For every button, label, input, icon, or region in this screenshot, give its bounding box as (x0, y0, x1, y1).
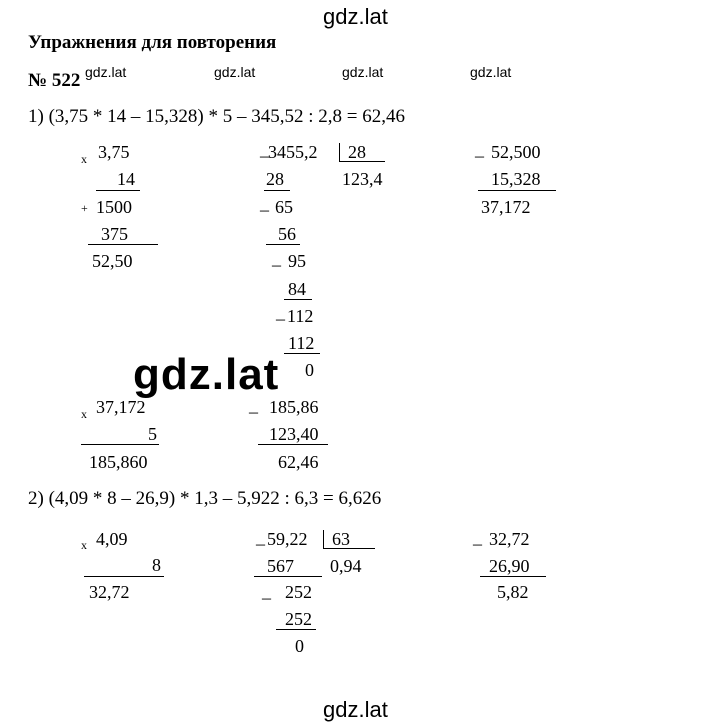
division-bar (323, 530, 324, 548)
division-step: 112 (287, 306, 314, 326)
watermark-top: gdz.lat (323, 4, 388, 29)
subtrahend: 26,90 (489, 556, 530, 576)
division-step: 112 (288, 333, 315, 353)
underline (266, 244, 300, 245)
underline (84, 576, 164, 577)
factor-a: 4,09 (96, 529, 128, 549)
minus-sign: _ (260, 139, 269, 159)
division-step: 567 (267, 556, 294, 576)
divisor-underline (323, 548, 375, 549)
underline (284, 353, 320, 354)
watermark-small-3: gdz.lat (342, 64, 384, 80)
minus-sign: _ (276, 302, 285, 322)
factor-b: 8 (152, 555, 161, 575)
minus-sign: _ (475, 139, 484, 159)
watermark-small-1: gdz.lat (85, 64, 127, 80)
partial-product-1: 1500 (96, 197, 132, 217)
underline (81, 444, 159, 445)
watermark-small-2: gdz.lat (214, 64, 256, 80)
multiply-sign: x (81, 538, 87, 552)
section-heading: Упражнения для повторения (28, 32, 277, 53)
division-step: 65 (275, 197, 293, 217)
watermark-small-4: gdz.lat (470, 64, 512, 80)
division-step: 95 (288, 251, 306, 271)
subtrahend: 123,40 (269, 424, 319, 444)
partial-product-2: 375 (101, 224, 128, 244)
difference: 5,82 (497, 582, 529, 602)
dividend: 3455,2 (268, 142, 318, 162)
subtrahend: 15,328 (491, 169, 541, 189)
underline (478, 190, 556, 191)
watermark-bottom: gdz.lat (323, 697, 388, 722)
divisor: 63 (332, 529, 350, 549)
division-step: 252 (285, 582, 312, 602)
minuend: 32,72 (489, 529, 530, 549)
problem-2-equation: 2) (4,09 * 8 – 26,9) * 1,3 – 5,922 : 6,3 = 6,626 (28, 488, 382, 509)
underline (96, 190, 140, 191)
product-result: 32,72 (89, 582, 130, 602)
problem-1-equation: 1) (3,75 * 14 – 15,328) * 5 – 345,52 : 2,8 = 62,46 (28, 106, 405, 127)
minus-sign: _ (272, 248, 281, 268)
minus-sign: _ (262, 581, 271, 601)
multiply-sign: x (81, 407, 87, 421)
division-step: 84 (288, 279, 306, 299)
dividend: 59,22 (267, 529, 308, 549)
minus-sign: _ (249, 395, 258, 415)
product-result: 52,50 (92, 251, 133, 271)
product-result: 185,860 (89, 452, 148, 472)
underline (254, 576, 322, 577)
division-remainder: 0 (295, 636, 304, 656)
minuend: 52,500 (491, 142, 541, 162)
division-step: 28 (266, 169, 284, 189)
underline (480, 576, 546, 577)
divisor-underline (339, 161, 385, 162)
underline (276, 629, 316, 630)
minus-sign: _ (260, 193, 269, 213)
minuend: 185,86 (269, 397, 319, 417)
exercise-number: № 522 (28, 70, 81, 91)
division-bar (339, 143, 340, 161)
quotient: 123,4 (342, 169, 383, 189)
divisor: 28 (348, 142, 366, 162)
underline (284, 299, 312, 300)
multiply-sign: x (81, 152, 87, 166)
factor-b: 5 (148, 424, 157, 444)
division-step: 252 (285, 609, 312, 629)
underline (264, 190, 290, 191)
watermark-big: gdz.lat (133, 350, 280, 399)
minus-sign: _ (473, 527, 482, 547)
plus-sign: + (81, 201, 88, 215)
difference: 37,172 (481, 197, 531, 217)
quotient: 0,94 (330, 556, 362, 576)
factor-a: 3,75 (98, 142, 130, 162)
difference: 62,46 (278, 452, 319, 472)
minus-sign: _ (256, 527, 265, 547)
factor-a: 37,172 (96, 397, 146, 417)
division-step: 56 (278, 224, 296, 244)
underline (88, 244, 158, 245)
division-remainder: 0 (305, 360, 314, 380)
underline (258, 444, 328, 445)
factor-b: 14 (117, 169, 135, 189)
